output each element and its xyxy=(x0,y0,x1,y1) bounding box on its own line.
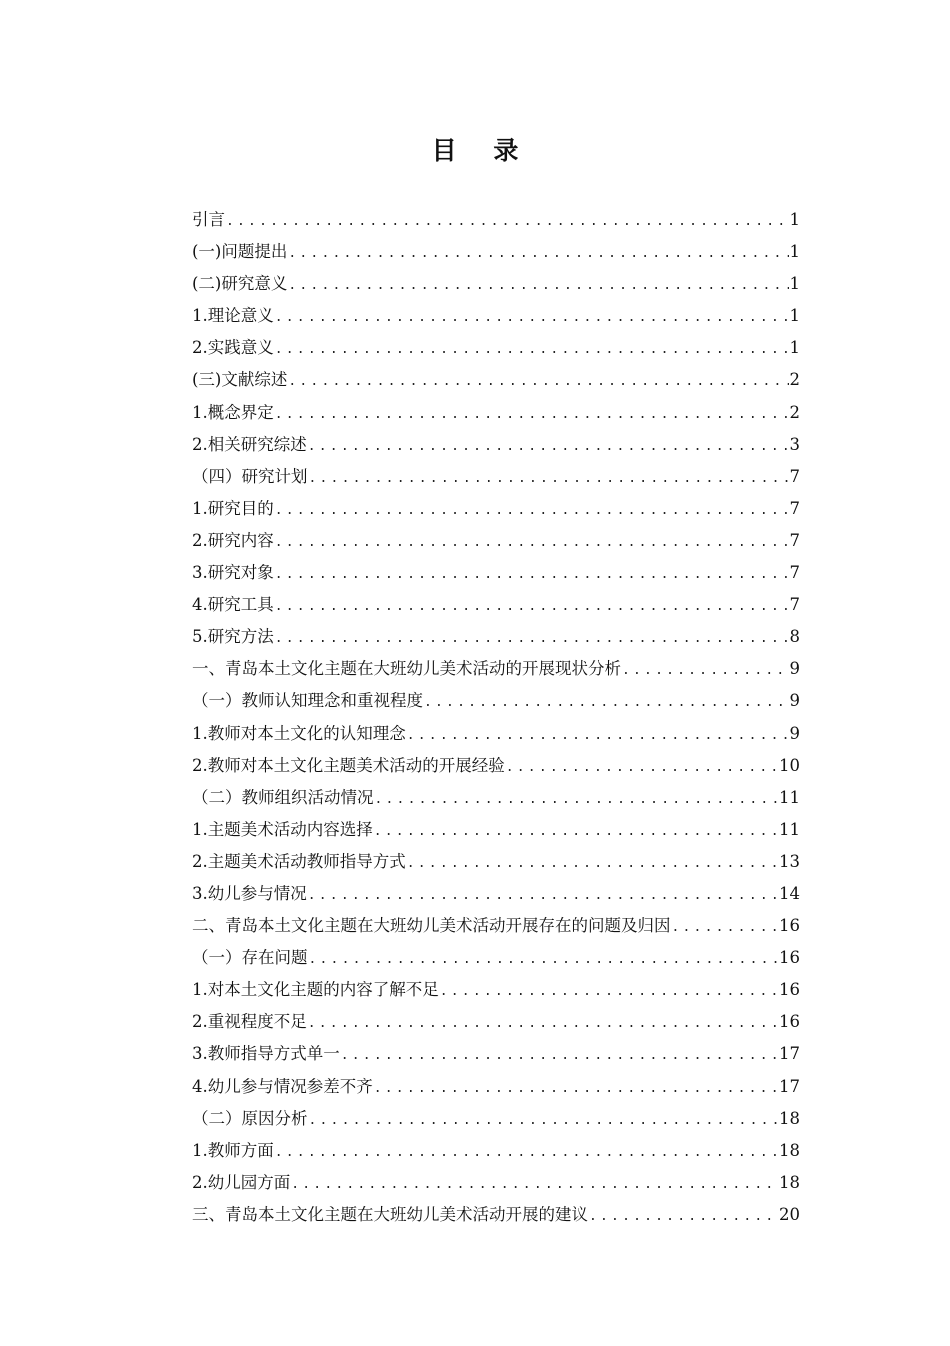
toc-entry-label: （四）研究计划 xyxy=(192,466,308,486)
toc-entry-label: 3.研究对象 xyxy=(192,563,274,583)
toc-entry-page-number: 16 xyxy=(779,980,800,1000)
toc-entry[interactable] xyxy=(192,268,800,300)
toc-dot-leader xyxy=(407,720,789,750)
table-of-contents xyxy=(192,204,800,1231)
toc-dot-leader xyxy=(288,270,788,300)
toc-entry-page-number: 1 xyxy=(789,274,800,294)
toc-dot-leader xyxy=(341,1040,778,1070)
toc-dot-leader xyxy=(374,816,778,846)
toc-entry-label: (一)问题提出 xyxy=(192,242,288,262)
toc-entry[interactable] xyxy=(192,397,800,429)
toc-entry-page-number: 7 xyxy=(789,563,800,583)
toc-entry-label: 2.实践意义 xyxy=(192,338,274,358)
toc-entry-page-number: 18 xyxy=(779,1108,800,1128)
toc-entry-page-number: 20 xyxy=(779,1204,800,1224)
toc-entry[interactable] xyxy=(192,493,800,525)
toc-entry[interactable] xyxy=(192,525,800,557)
toc-entry[interactable] xyxy=(192,1006,800,1038)
toc-entry[interactable] xyxy=(192,685,800,717)
toc-dot-leader xyxy=(589,1201,778,1231)
toc-dot-leader xyxy=(308,880,778,910)
toc-entry-page-number: 10 xyxy=(779,755,800,775)
toc-dot-leader xyxy=(275,1137,778,1167)
toc-entry-label: 5.研究方法 xyxy=(192,627,274,647)
toc-entry-label: 3.教师指导方式单一 xyxy=(192,1044,340,1064)
toc-entry-page-number: 9 xyxy=(789,691,800,711)
toc-entry-page-number: 3 xyxy=(789,434,800,454)
toc-entry-label: 2.相关研究综述 xyxy=(192,434,307,454)
toc-dot-leader xyxy=(440,976,778,1006)
toc-dot-leader xyxy=(226,206,789,236)
toc-entry-label: 1.对本土文化主题的内容了解不足 xyxy=(192,980,439,1000)
toc-dot-leader xyxy=(288,366,788,396)
toc-entry[interactable] xyxy=(192,429,800,461)
toc-entry-label: 一、青岛本土文化主题在大班幼儿美术活动的开展现状分析 xyxy=(192,659,621,679)
toc-dot-leader xyxy=(622,655,789,685)
toc-entry-page-number: 18 xyxy=(779,1172,800,1192)
toc-entry-page-number: 2 xyxy=(789,402,800,422)
toc-entry-page-number: 11 xyxy=(779,787,800,807)
toc-entry[interactable] xyxy=(192,653,800,685)
toc-entry-label: 二、青岛本土文化主题在大班幼儿美术活动开展存在的问题及归因 xyxy=(192,916,671,936)
toc-entry-label: 3.幼儿参与情况 xyxy=(192,883,307,903)
toc-entry-label: 三、青岛本土文化主题在大班幼儿美术活动开展的建议 xyxy=(192,1204,588,1224)
toc-entry-label: 1.主题美术活动内容选择 xyxy=(192,819,373,839)
toc-entry-page-number: 13 xyxy=(779,851,800,871)
toc-entry-label: (二)研究意义 xyxy=(192,274,288,294)
toc-entry-label: 2.重视程度不足 xyxy=(192,1012,307,1032)
toc-entry[interactable] xyxy=(192,942,800,974)
toc-entry[interactable] xyxy=(192,332,800,364)
toc-dot-leader xyxy=(309,944,779,974)
toc-dot-leader xyxy=(309,463,789,493)
toc-entry[interactable] xyxy=(192,557,800,589)
toc-entry-page-number: 1 xyxy=(789,210,800,229)
toc-entry-label: 4.研究工具 xyxy=(192,595,274,615)
toc-entry-label: （二）原因分析 xyxy=(192,1108,308,1128)
toc-entry-page-number: 1 xyxy=(789,242,800,262)
toc-dot-leader xyxy=(275,527,789,557)
toc-entry[interactable] xyxy=(192,974,800,1006)
toc-entry[interactable] xyxy=(192,910,800,942)
toc-entry[interactable] xyxy=(192,364,800,396)
toc-entry-page-number: 18 xyxy=(779,1140,800,1160)
toc-dot-leader xyxy=(407,848,778,878)
toc-dot-leader xyxy=(308,1008,778,1038)
toc-dot-leader xyxy=(288,238,788,268)
toc-entry[interactable] xyxy=(192,750,800,782)
toc-entry-page-number: 7 xyxy=(789,595,800,615)
toc-entry-page-number: 16 xyxy=(779,916,800,936)
toc-entry-label: 1.教师方面 xyxy=(192,1140,274,1160)
toc-dot-leader xyxy=(275,334,789,364)
toc-entry-label: （二）教师组织活动情况 xyxy=(192,787,374,807)
toc-entry-page-number: 1 xyxy=(789,338,800,358)
toc-dot-leader xyxy=(374,1073,778,1103)
toc-entry-label: 2.教师对本土文化主题美术活动的开展经验 xyxy=(192,755,505,775)
toc-entry[interactable] xyxy=(192,878,800,910)
toc-entry-label: 引言 xyxy=(192,210,225,229)
toc-entry-page-number: 14 xyxy=(779,883,800,903)
toc-entry-page-number: 2 xyxy=(789,370,800,390)
toc-entry[interactable] xyxy=(192,461,800,493)
toc-entry-label: （一）教师认知理念和重视程度 xyxy=(192,691,423,711)
toc-entry-label: （一）存在问题 xyxy=(192,948,308,968)
toc-entry[interactable] xyxy=(192,1199,800,1231)
toc-entry[interactable] xyxy=(192,782,800,814)
page-title: 目 录 xyxy=(431,136,533,165)
toc-entry[interactable] xyxy=(192,204,800,236)
toc-entry-page-number: 16 xyxy=(779,1012,800,1032)
toc-dot-leader xyxy=(275,559,789,589)
toc-entry-page-number: 9 xyxy=(789,659,800,679)
toc-dot-leader xyxy=(506,752,778,782)
toc-entry[interactable] xyxy=(192,1071,800,1103)
toc-entry[interactable] xyxy=(192,589,800,621)
toc-dot-leader xyxy=(672,912,779,942)
toc-dot-leader xyxy=(309,1105,779,1135)
toc-entry-label: (三)文献综述 xyxy=(192,370,288,390)
toc-entry-page-number: 1 xyxy=(789,306,800,326)
toc-entry[interactable] xyxy=(192,1038,800,1070)
toc-entry-page-number: 11 xyxy=(779,819,800,839)
toc-entry-label: 4.幼儿参与情况参差不齐 xyxy=(192,1076,373,1096)
toc-entry-label: 2.主题美术活动教师指导方式 xyxy=(192,851,406,871)
toc-entry-label: 2.幼儿园方面 xyxy=(192,1172,291,1192)
toc-entry-label: 1.概念界定 xyxy=(192,402,274,422)
toc-entry-page-number: 8 xyxy=(789,627,800,647)
toc-entry-page-number: 9 xyxy=(789,723,800,743)
toc-entry[interactable] xyxy=(192,300,800,332)
toc-entry[interactable] xyxy=(192,236,800,268)
toc-entry-label: 1.教师对本土文化的认知理念 xyxy=(192,723,406,743)
toc-entry[interactable] xyxy=(192,1135,800,1167)
toc-entry-label: 1.研究目的 xyxy=(192,498,274,518)
toc-entry-page-number: 7 xyxy=(789,466,800,486)
toc-dot-leader xyxy=(275,495,789,525)
toc-dot-leader xyxy=(275,399,789,429)
toc-entry[interactable] xyxy=(192,1103,800,1135)
toc-entry[interactable] xyxy=(192,621,800,653)
toc-dot-leader xyxy=(424,687,789,717)
toc-entry-page-number: 17 xyxy=(779,1044,800,1064)
toc-dot-leader xyxy=(291,1169,778,1199)
toc-entry-page-number: 7 xyxy=(789,498,800,518)
toc-dot-leader xyxy=(275,591,789,621)
toc-dot-leader xyxy=(375,784,779,814)
toc-dot-leader xyxy=(275,623,789,653)
toc-entry-page-number: 17 xyxy=(779,1076,800,1096)
toc-entry-label: 2.研究内容 xyxy=(192,530,274,550)
toc-entry-label: 1.理论意义 xyxy=(192,306,274,326)
toc-dot-leader xyxy=(275,302,789,332)
toc-entry-page-number: 7 xyxy=(789,530,800,550)
toc-entry[interactable] xyxy=(192,846,800,878)
toc-entry[interactable] xyxy=(192,718,800,750)
toc-entry-page-number: 16 xyxy=(779,948,800,968)
toc-entry[interactable] xyxy=(192,1167,800,1199)
toc-entry[interactable] xyxy=(192,814,800,846)
toc-dot-leader xyxy=(308,431,789,461)
